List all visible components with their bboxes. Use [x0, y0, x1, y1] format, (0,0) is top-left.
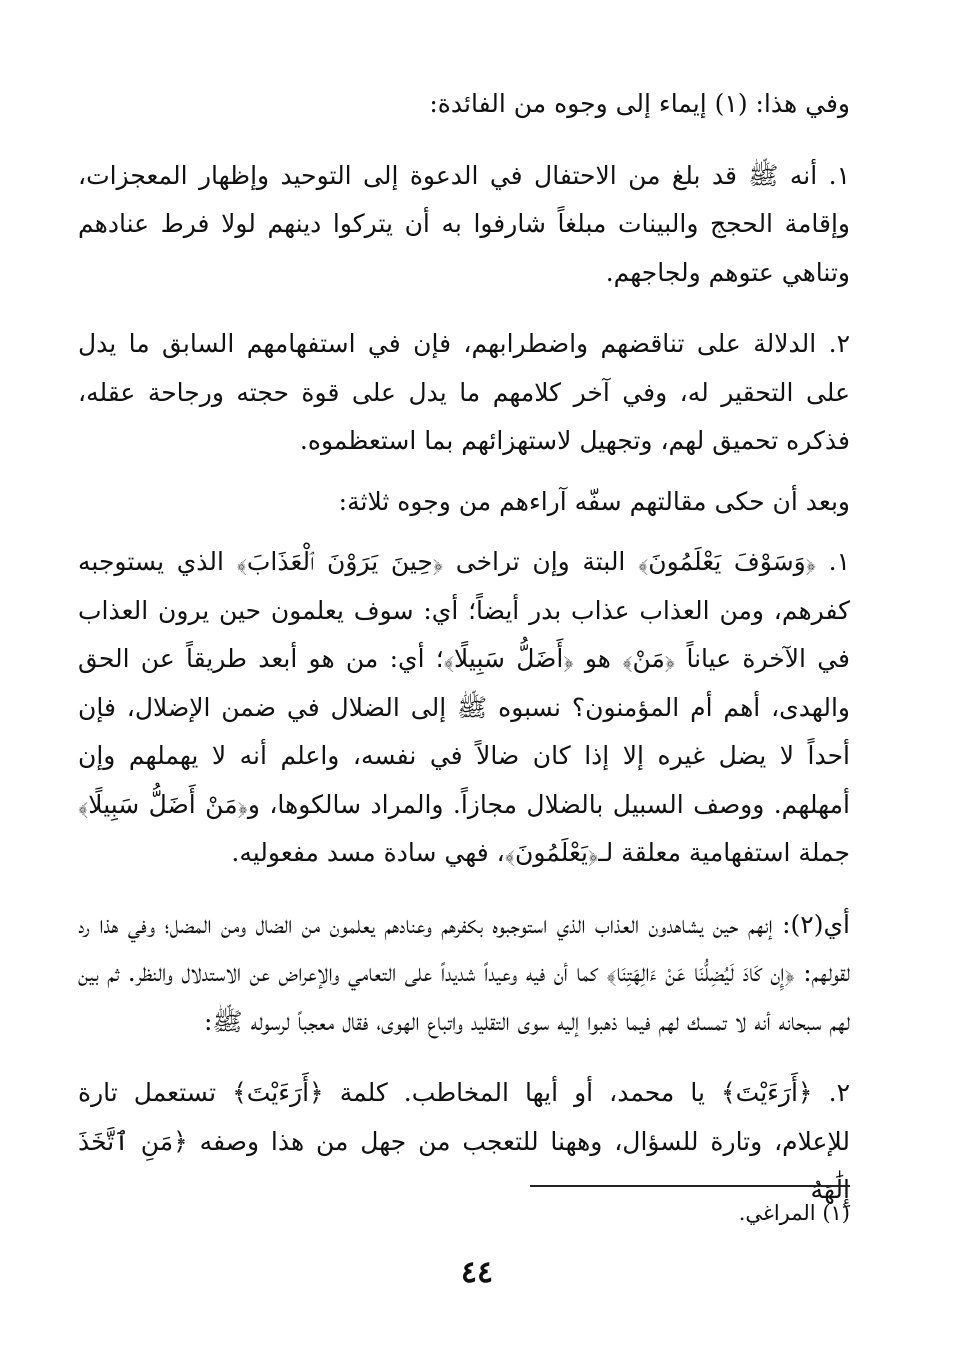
explanation: أي(٢): إنهم حين يشاهدون العذاب الذي استوجبوه بكفرهم وعنادهم يعلمون من الضال ومن المضل؛ وفي هذا رد لقولهم: ﴿إِن كَادَ لَيُضِلُّنَا عَنْ ءَالِهَتِنَا﴾ كما أن فيه وعيداً شديداً على التعامي والإعراض عن الاستدلال والنظر. ثم بين لهم سبحانه أنه لا تمسك لهم فيما ذهبوا إليه سوى التقليد واتباع الهوى، فقال معجباً لرسوله ﷺ: — [78, 909, 850, 1036]
footnote: (١) المراغي. — [738, 1201, 850, 1225]
point-2: ٢. الدلالة على تناقضهم واضطرابهم، فإن في استفهامهم السابق ما يدل على التحقير له، وفي آخر كلامهم ما يدل على قوة حجته ورجاحة عقله، فذكره تحميق لهم، وتجهيل لاستهزائهم بما استعظموه. — [78, 329, 850, 455]
transition-line: وبعد أن حكى مقالتهم سفّه آراءهم من وجوه ثلاثة: — [338, 486, 850, 516]
page-body — [78, 80, 850, 1215]
point-1: ١. أنه ﷺ قد بلغ من الاحتفال في الدعوة إلى التوحيد وإظهار المعجزات، وإقامة الحجج والبينات مبلغاً شارفوا به أن يتركوا دينهم لولا فرط عنادهم وتناهي عتوهم ولجاجهم. — [78, 160, 850, 287]
intro-line: وفي هذا: (١) إيماء إلى وجوه من الفائدة: — [429, 89, 850, 118]
footnote-divider — [530, 1185, 850, 1187]
page-number: ٤٤ — [460, 1255, 494, 1290]
reply-2: ٢. ﴿أَرَءَيْتَ﴾ يا محمد، أو أيها المخاطب. كلمة ﴿أَرَءَيْتَ﴾ تستعمل تارة للإعلام، وتارة للسؤال، وههنا للتعجب من جهل من هذا وصفه ﴿مَنِ ٱتَّخَذَ إِلَٰهَهُ — [78, 1078, 850, 1204]
reply-1: ١. ﴿وَسَوْفَ يَعْلَمُونَ﴾ البتة وإن تراخى ﴿حِينَ يَرَوْنَ ٱلْعَذَابَ﴾ الذي يستوجبه كفرهم، ومن العذاب عذاب بدر أيضاً؛ أي: سوف يعلمون حين يرون العذاب في الآخرة عياناً ﴿مَنْ﴾ هو ﴿أَضَلُّ سَبِيلًا﴾؛ أي: من هو أبعد طريقاً عن الحق والهدى، أهم أم المؤمنون؟ نسبوه ﷺ إلى الضلال في ضمن الإضلال، فإن أحداً لا يضل غيره إلا إذا كان ضالاً في نفسه، واعلم أنه لا يهملهم وإن أمهلهم. ووصف السبيل بالضلال مجازاً. والمراد سالكوها، و﴿مَنْ أَضَلُّ سَبِيلًا﴾ جملة استفهامية معلقة لـ﴿يَعْلَمُونَ﴾، فهي سادة مسد مفعوليه. — [78, 547, 850, 867]
